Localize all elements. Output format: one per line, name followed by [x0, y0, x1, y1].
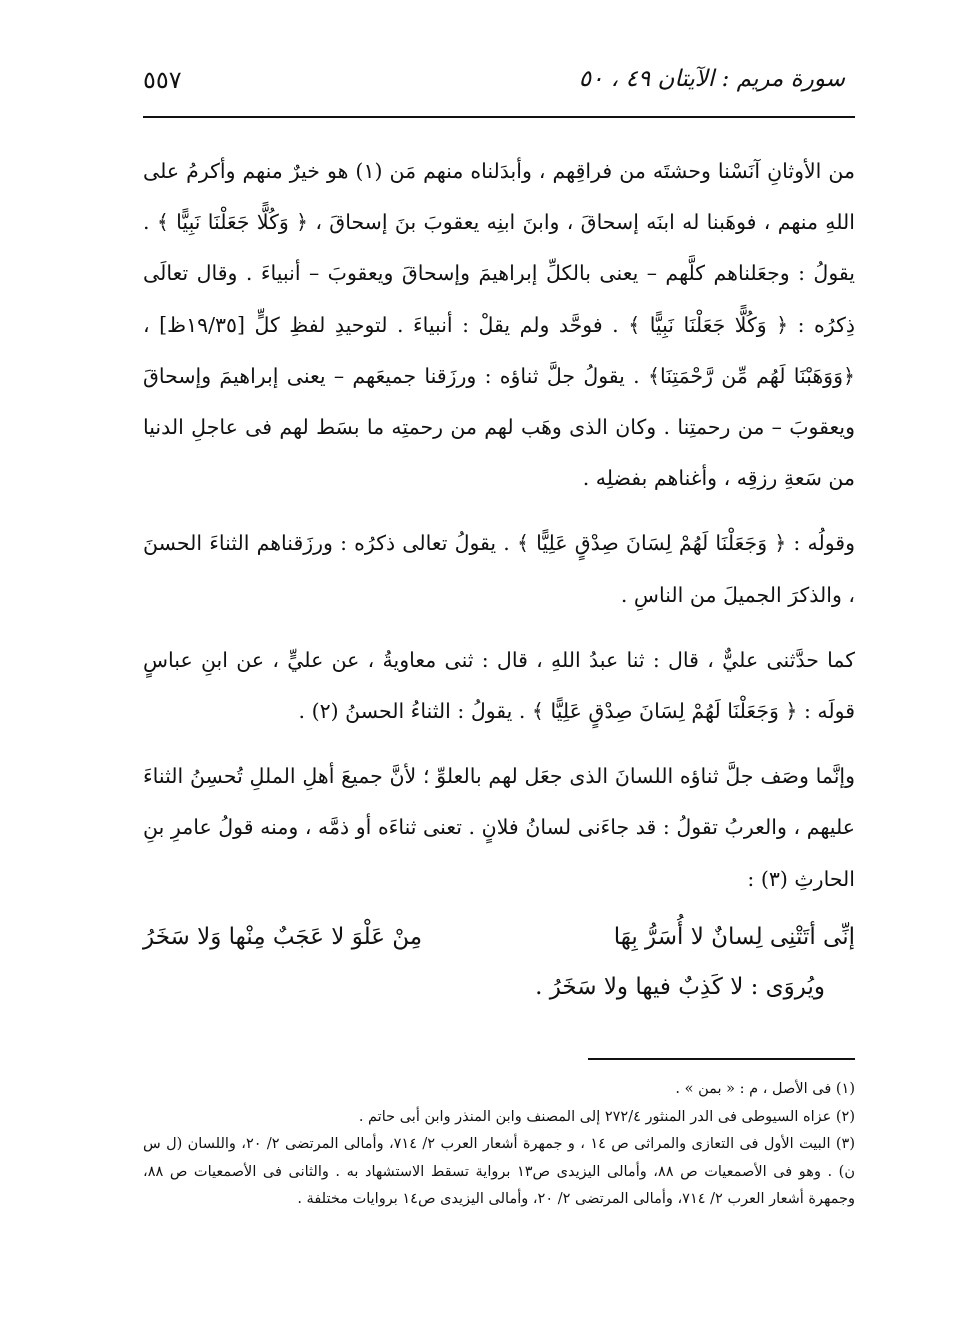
verse-line — [143, 912, 855, 962]
running-header — [143, 62, 855, 102]
footnote-2: (٢) عزاه السيوطى فى الدر المنثور ٢٧٢/٤ إلى المصنف وابن المنذر وابن أبى حاتم . — [358, 1108, 855, 1125]
footnote-3: (٣) البيت الأول فى التعازى والمراثى ص ١٤ ، و جمهرة أشعار العرب ٢/ ٧١٤، وأمالى المرتضى ٢/ ٢٠، واللسان (ل س ن) . وهو فى الأصمعيات ص ٨٨، وأمالى اليزيدى ص١٣ برواية تسقط الاستشهاد به . والثانى فى الأصمعيات ص ٨٨، وجمهرة أشعار العرب ٢/ ٧١٤، وأمالى المرتضى ٢/ ٢٠، وأمالى اليزيدى ص١٤ بروايات مختلفة . — [143, 1136, 856, 1207]
poetry-verse — [143, 912, 855, 1012]
verse-hemistich-second: مِنْ عَلْوَ لا عَجَبٌ مِنْها وَلا سَخَرُ — [143, 924, 423, 950]
footnotes — [143, 1076, 855, 1214]
verse-hemistich-first: إنِّى أتَتْنِى لِسانٌ لا أُسَرُّ بِهَا — [613, 924, 855, 950]
header-title: سورة مريم : الآيتان ٤٩ ، ٥٠ — [578, 66, 845, 92]
paragraph-1: من الأوثانِ آنَسْنا وحشتَه من فراقِهم ، وأبدَلناه منهم مَن (١) هو خيرٌ منهم وأكرمُ على اللهِ منهم ، فوهَبنا له ابنَه إسحاقَ ، وابنَ ابنِه يعقوبَ بنَ إسحاقَ ، ﴿ وَكُلًّا جَعَلْنَا نَبِيًّا ﴾ . يقولُ : وجعَلناهم كلَّهم – يعنى بالكلِّ إبراهيمَ وإسحاقَ ويعقوبَ – أنبياءَ . وقال تعالَى ذِكرُه : ﴿ وَكُلًّا جَعَلْنَا نَبِيًّا ﴾ . فوحَّد ولم يقلْ : أنبياءَ . لتوحيدِ لفظِ كلٍّ [١٩/٣٥ظ] ، ﴿وَوَهَبْنَا لَهُم مِّن رَّحْمَتِنَا﴾ . يقولُ جلَّ ثناؤه : ورزَقنا جميعَهم – يعنى إبراهيمَ وإسحاقَ ويعقوبَ – من رحمتِنا . وكان الذى وهَب لهم من رحمتِه ما بسَط لهم فى عاجلِ الدنيا من سَعةِ رزقِه ، وأغناهم بفضلِه . — [143, 159, 855, 491]
header-rule — [143, 116, 855, 118]
footnote-1: (١) فى الأصل ، م : « بمن » . — [675, 1081, 855, 1097]
footnote-rule — [588, 1058, 855, 1060]
paragraph-4: وإنَّما وصَف جلَّ ثناؤه اللسانَ الذى جعَل لهم بالعلوِّ ؛ لأنَّ جميعَ أهلِ المللِ تُحسِنُ الثناءَ عليهم ، والعربُ تقولُ : قد جاءَنى لسانُ فلانٍ . تعنى ثناءَه أو ذمَّه ، ومنه قولُ عامرِ بنِ الحارثِ (٣) : — [143, 764, 855, 891]
page-number: ٥٥٧ — [143, 66, 182, 94]
paragraph-3: كما حدَّثنى عليٌّ ، قال : ثنا عبدُ اللهِ ، قال : ثنى معاويةُ ، عن عليٍّ ، عن ابنِ عباسٍ قولَه : ﴿ وَجَعَلْنَا لَهُمْ لِسَانَ صِدْقٍ عَلِيًّا ﴾ . يقولُ : الثناءُ الحسنُ (٢) . — [143, 647, 855, 724]
main-text — [143, 146, 855, 905]
verse-variant: ويُروَى : لا كَذِبٌ فيها ولا سَخَرُ . — [535, 974, 825, 1000]
paragraph-2: وقولُه : ﴿ وَجَعَلْنَا لَهُمْ لِسَانَ صِدْقٍ عَلِيًّا ﴾ . يقولُ تعالى ذكرُه : ورزَقناهم الثناءَ الحسنَ ، والذكرَ الجميلَ من الناسِ . — [143, 531, 855, 607]
